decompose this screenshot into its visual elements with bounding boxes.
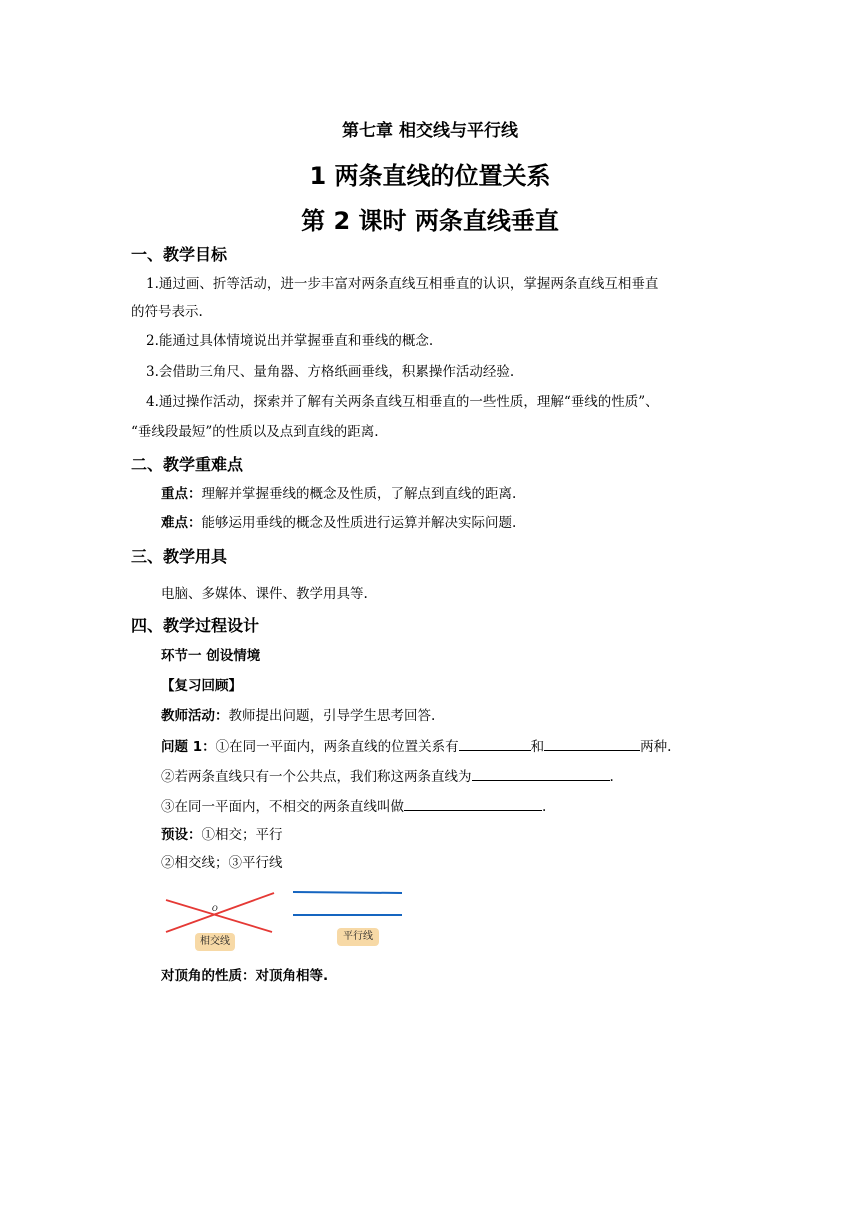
section-heading-goals: 一、教学目标 <box>131 245 228 264</box>
hard-point-text: 能够运用垂线的概念及性质进行运算并解决实际问题. <box>201 515 517 531</box>
question-1 <box>161 736 671 757</box>
vertical-angle-property: 对顶角的性质：对顶角相等. <box>161 968 329 984</box>
preset-answer-2: ②相交线；③平行线 <box>161 855 283 871</box>
question-3-text: . <box>542 799 547 815</box>
answer-blank <box>544 736 640 751</box>
preset-text: ①相交；平行 <box>201 827 283 843</box>
parallel-lines-figure <box>290 888 406 922</box>
line-b <box>166 893 274 932</box>
preset-label: 预设： <box>161 827 202 843</box>
section-heading-focus: 二、教学重难点 <box>131 455 244 474</box>
tools-text: 电脑、多媒体、课件、教学用具等. <box>161 586 368 602</box>
question-1-label: 问题 1： <box>161 739 216 755</box>
answer-blank <box>472 766 610 781</box>
goal-item: “垂线段最短”的性质以及点到直线的距离. <box>131 424 379 440</box>
step-title: 环节一 创设情境 <box>161 648 261 664</box>
question-2-text: ②若两条直线只有一个公共点，我们称这两条直线为 <box>161 769 472 785</box>
preset-answer <box>161 825 283 845</box>
question-2-text: . <box>609 769 614 785</box>
section-heading-process: 四、教学过程设计 <box>131 616 260 635</box>
goal-item: 1.通过画、折等活动，进一步丰富对两条直线互相垂直的认识，掌握两条直线互相垂直 <box>146 276 659 292</box>
point-o-label: O <box>212 905 218 913</box>
key-point <box>161 484 516 504</box>
hard-point-label: 难点： <box>161 515 202 531</box>
teacher-activity-label: 教师活动： <box>161 708 229 724</box>
parallel-line-a <box>293 892 402 893</box>
question-1-text: 和 <box>530 739 545 755</box>
question-1-text: ①在同一平面内，两条直线的位置关系有 <box>215 739 459 755</box>
lesson-subtitle: 第 2 课时 两条直线垂直 <box>301 207 559 235</box>
teacher-activity <box>161 706 435 726</box>
question-3-text: ③在同一平面内，不相交的两条直线叫做 <box>161 799 404 815</box>
lesson-title: 1 两条直线的位置关系 <box>309 162 551 190</box>
teacher-activity-text: 教师提出问题，引导学生思考回答. <box>228 708 436 724</box>
question-1-text: 两种. <box>640 739 672 755</box>
parallel-label-tag: 平行线 <box>337 928 379 946</box>
goal-item: 3.会借助三角尺、量角器、方格纸画垂线，积累操作活动经验. <box>146 364 515 380</box>
hard-point <box>161 513 516 533</box>
key-point-label: 重点： <box>161 486 202 502</box>
question-3 <box>161 796 546 817</box>
answer-blank <box>459 736 531 751</box>
intersect-label-tag: 相交线 <box>195 933 235 951</box>
goal-item: 的符号表示. <box>131 304 203 320</box>
question-2 <box>161 766 614 787</box>
chapter-title: 第七章 相交线与平行线 <box>342 121 518 141</box>
goal-item: 2.能通过具体情境说出并掌握垂直和垂线的概念. <box>146 333 434 349</box>
review-heading: 【复习回顾】 <box>161 678 242 694</box>
goal-item: 4.通过操作活动，探索并了解有关两条直线互相垂直的一些性质，理解“垂线的性质”、 <box>146 394 659 410</box>
key-point-text: 理解并掌握垂线的概念及性质，了解点到直线的距离. <box>201 486 517 502</box>
answer-blank <box>404 796 542 811</box>
section-heading-tools: 三、教学用具 <box>131 547 228 566</box>
